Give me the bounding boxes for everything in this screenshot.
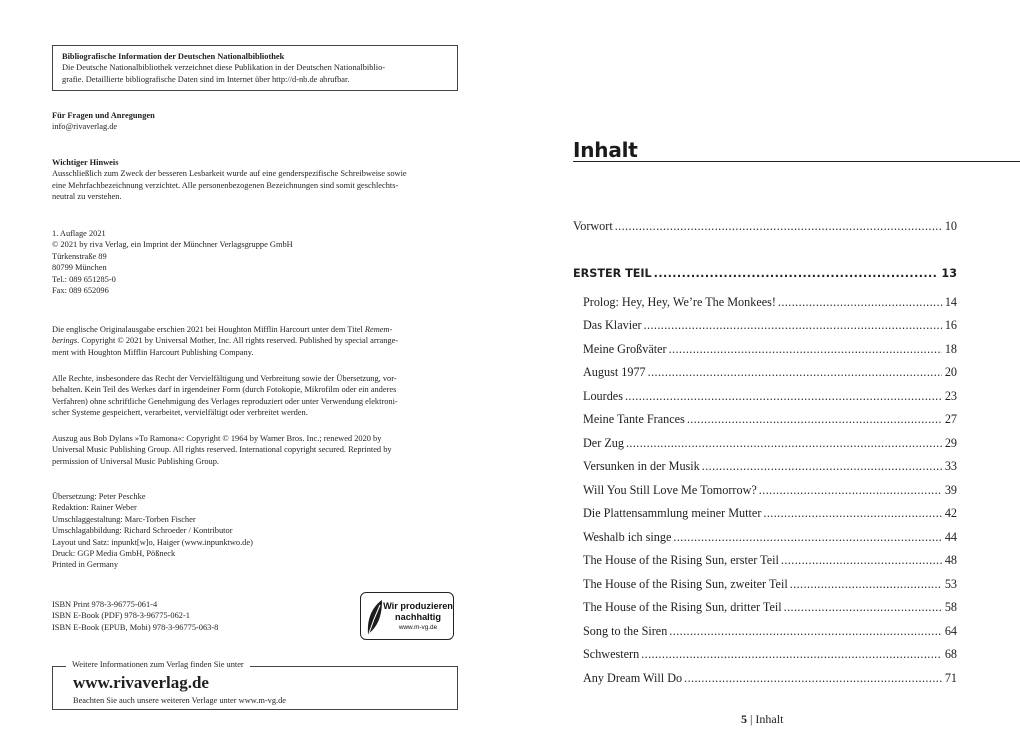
page-folio xyxy=(741,712,783,726)
toc-entry-title: The House of the Rising Sun, erster Teil xyxy=(583,553,779,567)
excerpt-line: Universal Music Publishing Group. All rights reserved. International copyright secured. Reprinted by xyxy=(52,445,392,455)
toc-entry-title: Weshalb ich singe xyxy=(583,530,672,544)
isbn-line: ISBN Print 978-3-96775-061-4 xyxy=(52,600,158,609)
toc-entry[interactable] xyxy=(583,647,957,662)
toc-page-number: 16 xyxy=(944,318,957,332)
dot-leader xyxy=(648,365,942,380)
toc-entry-title: Meine Tante Frances xyxy=(583,412,685,426)
imprint-line: 80799 München xyxy=(52,263,107,273)
toc-entry-title: Der Zug xyxy=(583,436,624,450)
credit-line: Druck: GGP Media GmbH, Pößneck xyxy=(52,549,176,559)
badge-headline xyxy=(383,601,453,622)
imprint-line: © 2021 by riva Verlag, ein Imprint der Münchner Verlagsgruppe GmbH xyxy=(52,240,293,250)
toc-entry[interactable] xyxy=(583,436,957,451)
toc-entry[interactable] xyxy=(583,530,957,545)
questions-title: Für Fragen und Anregungen xyxy=(52,111,155,120)
toc-entry[interactable] xyxy=(583,553,957,568)
notice-block xyxy=(52,157,458,203)
toc-page-number: 48 xyxy=(944,553,957,567)
toc-page-number: 58 xyxy=(944,600,957,614)
excerpt-line: permission of Universal Music Publishing Group. xyxy=(52,456,220,466)
imprint-line: Türkenstraße 89 xyxy=(52,251,107,261)
toc-entry[interactable] xyxy=(583,577,957,592)
toc-title: Inhalt xyxy=(573,138,638,162)
toc-entry-title: Meine Großväter xyxy=(583,342,667,356)
dot-leader xyxy=(615,219,942,234)
toc-page-number: 23 xyxy=(944,389,957,403)
dot-leader xyxy=(790,577,942,592)
folio-label: Inhalt xyxy=(755,712,784,726)
toc-entry-title: Das Klavier xyxy=(583,318,642,332)
dot-leader xyxy=(763,506,941,521)
credit-line: Layout und Satz: inpunkt[w]o, Haiger (www.inpunktwo.de) xyxy=(52,537,253,547)
toc-entry[interactable] xyxy=(583,671,957,686)
dot-leader xyxy=(778,295,942,310)
toc-entry-title: The House of the Rising Sun, dritter Teil xyxy=(583,600,782,614)
toc-section[interactable] xyxy=(573,266,957,281)
credits-block xyxy=(52,491,458,571)
toc-entry-title: Lourdes xyxy=(583,389,623,403)
dot-leader xyxy=(669,624,942,639)
dot-leader xyxy=(654,266,939,281)
original-edition-block xyxy=(52,324,458,358)
dot-leader xyxy=(669,342,942,357)
toc-page-number: 44 xyxy=(944,530,957,544)
toc-entry-title: Any Dream Will Do xyxy=(583,671,683,685)
toc-entry[interactable] xyxy=(583,389,957,404)
credit-line: Umschlagabbildung: Richard Schroeder / Kontributor xyxy=(52,526,233,536)
toc-entry[interactable] xyxy=(583,506,957,521)
credit-line: Übersetzung: Peter Peschke xyxy=(52,492,146,501)
website-note: Beachten Sie auch unsere weiteren Verlage unter www.m-vg.de xyxy=(73,696,287,705)
bib-line: grafie. Detaillierte bibliografische Daten sind im Internet über http://d-nb.de abrufbar. xyxy=(62,74,350,84)
toc-page-number: 18 xyxy=(944,342,957,356)
toc-entry[interactable] xyxy=(583,412,957,427)
badge-line: nachhaltig xyxy=(395,611,441,622)
original-line: berings. Copyright © 2021 by Universal Mother, Inc. All rights reserved. Published by special arrange- xyxy=(52,336,399,346)
questions-block xyxy=(52,110,458,133)
original-line: ment with Houghton Mifflin Harcourt Publishing Company. xyxy=(52,347,254,357)
credit-line: Umschlaggestaltung: Marc-Torben Fischer xyxy=(52,514,196,524)
toc-page-number: 27 xyxy=(944,412,957,426)
folio-separator: | xyxy=(750,712,753,726)
toc-entry-title: ERSTER TEIL xyxy=(573,267,652,280)
bibliographic-info-box xyxy=(52,45,458,91)
imprint-line: Tel.: 089 651285-0 xyxy=(52,274,116,284)
dot-leader xyxy=(641,647,942,662)
isbn-line: ISBN E-Book (EPUB, Mobi) 978-3-96775-063-8 xyxy=(52,622,219,632)
toc-page-number: 33 xyxy=(944,459,957,473)
toc-entry[interactable] xyxy=(583,483,957,498)
dot-leader xyxy=(644,318,942,333)
toc-page-number: 10 xyxy=(944,219,957,233)
credit-line: Printed in Germany xyxy=(52,560,119,570)
toc-page-number: 29 xyxy=(944,436,957,450)
website-caption: Weitere Informationen zum Verlag finden Sie unter xyxy=(66,659,250,671)
contact-email[interactable]: info@rivaverlag.de xyxy=(52,122,118,132)
leaf-icon xyxy=(365,596,385,638)
badge-line: Wir produzieren xyxy=(383,601,453,611)
notice-line: neutral zu verstehen. xyxy=(52,192,122,202)
dot-leader xyxy=(673,530,941,545)
rights-line: Alle Rechte, insbesondere das Recht der Vervielfältigung und Verbreitung sowie der Übersetzung, vor- xyxy=(52,374,397,383)
toc-page-number: 20 xyxy=(944,365,957,379)
dot-leader xyxy=(784,600,942,615)
toc-entry[interactable] xyxy=(583,342,957,357)
toc-page-number: 71 xyxy=(944,671,957,685)
toc-page-number: 68 xyxy=(944,647,957,661)
toc-entry[interactable] xyxy=(583,318,957,333)
dot-leader xyxy=(626,436,942,451)
dot-leader xyxy=(781,553,942,568)
badge-url: www.m-vg.de xyxy=(398,624,438,631)
toc-entry[interactable] xyxy=(573,219,957,234)
toc-entry-title: Versunken in der Musik xyxy=(583,459,700,473)
toc-page-number: 53 xyxy=(944,577,957,591)
imprint-line: 1. Auflage 2021 xyxy=(52,229,106,238)
toc-entry[interactable] xyxy=(583,365,957,380)
title-rule xyxy=(573,161,1020,162)
excerpt-block xyxy=(52,433,458,467)
toc-entry-title: Schwestern xyxy=(583,647,640,661)
website-url[interactable]: www.rivaverlag.de xyxy=(73,673,209,692)
toc-entry-title: Die Plattensammlung meiner Mutter xyxy=(583,506,762,520)
isbn-line: ISBN E-Book (PDF) 978-3-96775-062-1 xyxy=(52,611,190,621)
notice-line: eine Mehrfachbezeichnung verzichtet. Alle personenbezogenen Bezeichnungen sind somit geschlechts- xyxy=(52,180,399,190)
toc-entry-title: Prolog: Hey, Hey, We’re The Monkees! xyxy=(583,295,776,309)
excerpt-line: Auszug aus Bob Dylans »To Ramona«: Copyright © 1964 by Warner Bros. Inc.; renewed 2020 by xyxy=(52,434,382,443)
toc-entry-title: Vorwort xyxy=(573,219,613,233)
toc-page-number: 64 xyxy=(944,624,957,638)
dot-leader xyxy=(759,483,942,498)
credit-line: Redaktion: Rainer Weber xyxy=(52,503,137,513)
imprint-line: Fax: 089 652096 xyxy=(52,286,109,296)
dot-leader xyxy=(625,389,942,404)
notice-title: Wichtiger Hinweis xyxy=(52,158,119,167)
toc-entry-title: Will You Still Love Me Tomorrow? xyxy=(583,483,757,497)
toc-page-number: 13 xyxy=(941,267,957,280)
toc-entry[interactable] xyxy=(583,624,957,639)
toc-page-number: 42 xyxy=(944,506,957,520)
bib-title: Bibliografische Information der Deutschen Nationalbibliothek xyxy=(62,52,285,61)
notice-line: Ausschließlich zum Zweck der besseren Lesbarkeit wurde auf eine genderspezifische Schreibweise sowie xyxy=(52,169,407,179)
rights-line: scher Systeme gespeichert, verarbeitet, vervielfältigt oder verbreitet werden. xyxy=(52,408,308,418)
toc-page-number: 39 xyxy=(944,483,957,497)
bib-line: Die Deutsche Nationalbibliothek verzeichnet diese Publikation in der Deutschen Nationalbiblio- xyxy=(62,63,386,73)
sustainability-badge xyxy=(360,592,454,640)
toc-entry-title: August 1977 xyxy=(583,365,646,379)
rights-block xyxy=(52,373,458,419)
dot-leader xyxy=(687,412,942,427)
toc-entry-title: Song to the Siren xyxy=(583,624,668,638)
toc-entry[interactable] xyxy=(583,295,957,310)
rights-line: Verfahren) ohne schriftliche Genehmigung des Verlages reproduziert oder unter Verwendung elektroni- xyxy=(52,396,398,406)
original-line: Die englische Originalausgabe erschien 2021 bei Houghton Mifflin Harcourt unter dem Titel Remem- xyxy=(52,325,393,334)
rights-line: behalten. Kein Teil des Werkes darf in irgendeiner Form (durch Fotokopie, Mikrofilm oder ein anderes xyxy=(52,385,397,395)
toc-entry[interactable] xyxy=(583,459,957,474)
toc-entry-title: The House of the Rising Sun, zweiter Teil xyxy=(583,577,788,591)
dot-leader xyxy=(702,459,942,474)
toc-entry[interactable] xyxy=(583,600,957,615)
page-number: 5 xyxy=(741,712,747,726)
imprint-block xyxy=(52,228,458,296)
dot-leader xyxy=(684,671,942,686)
toc-page-number: 14 xyxy=(944,295,957,309)
